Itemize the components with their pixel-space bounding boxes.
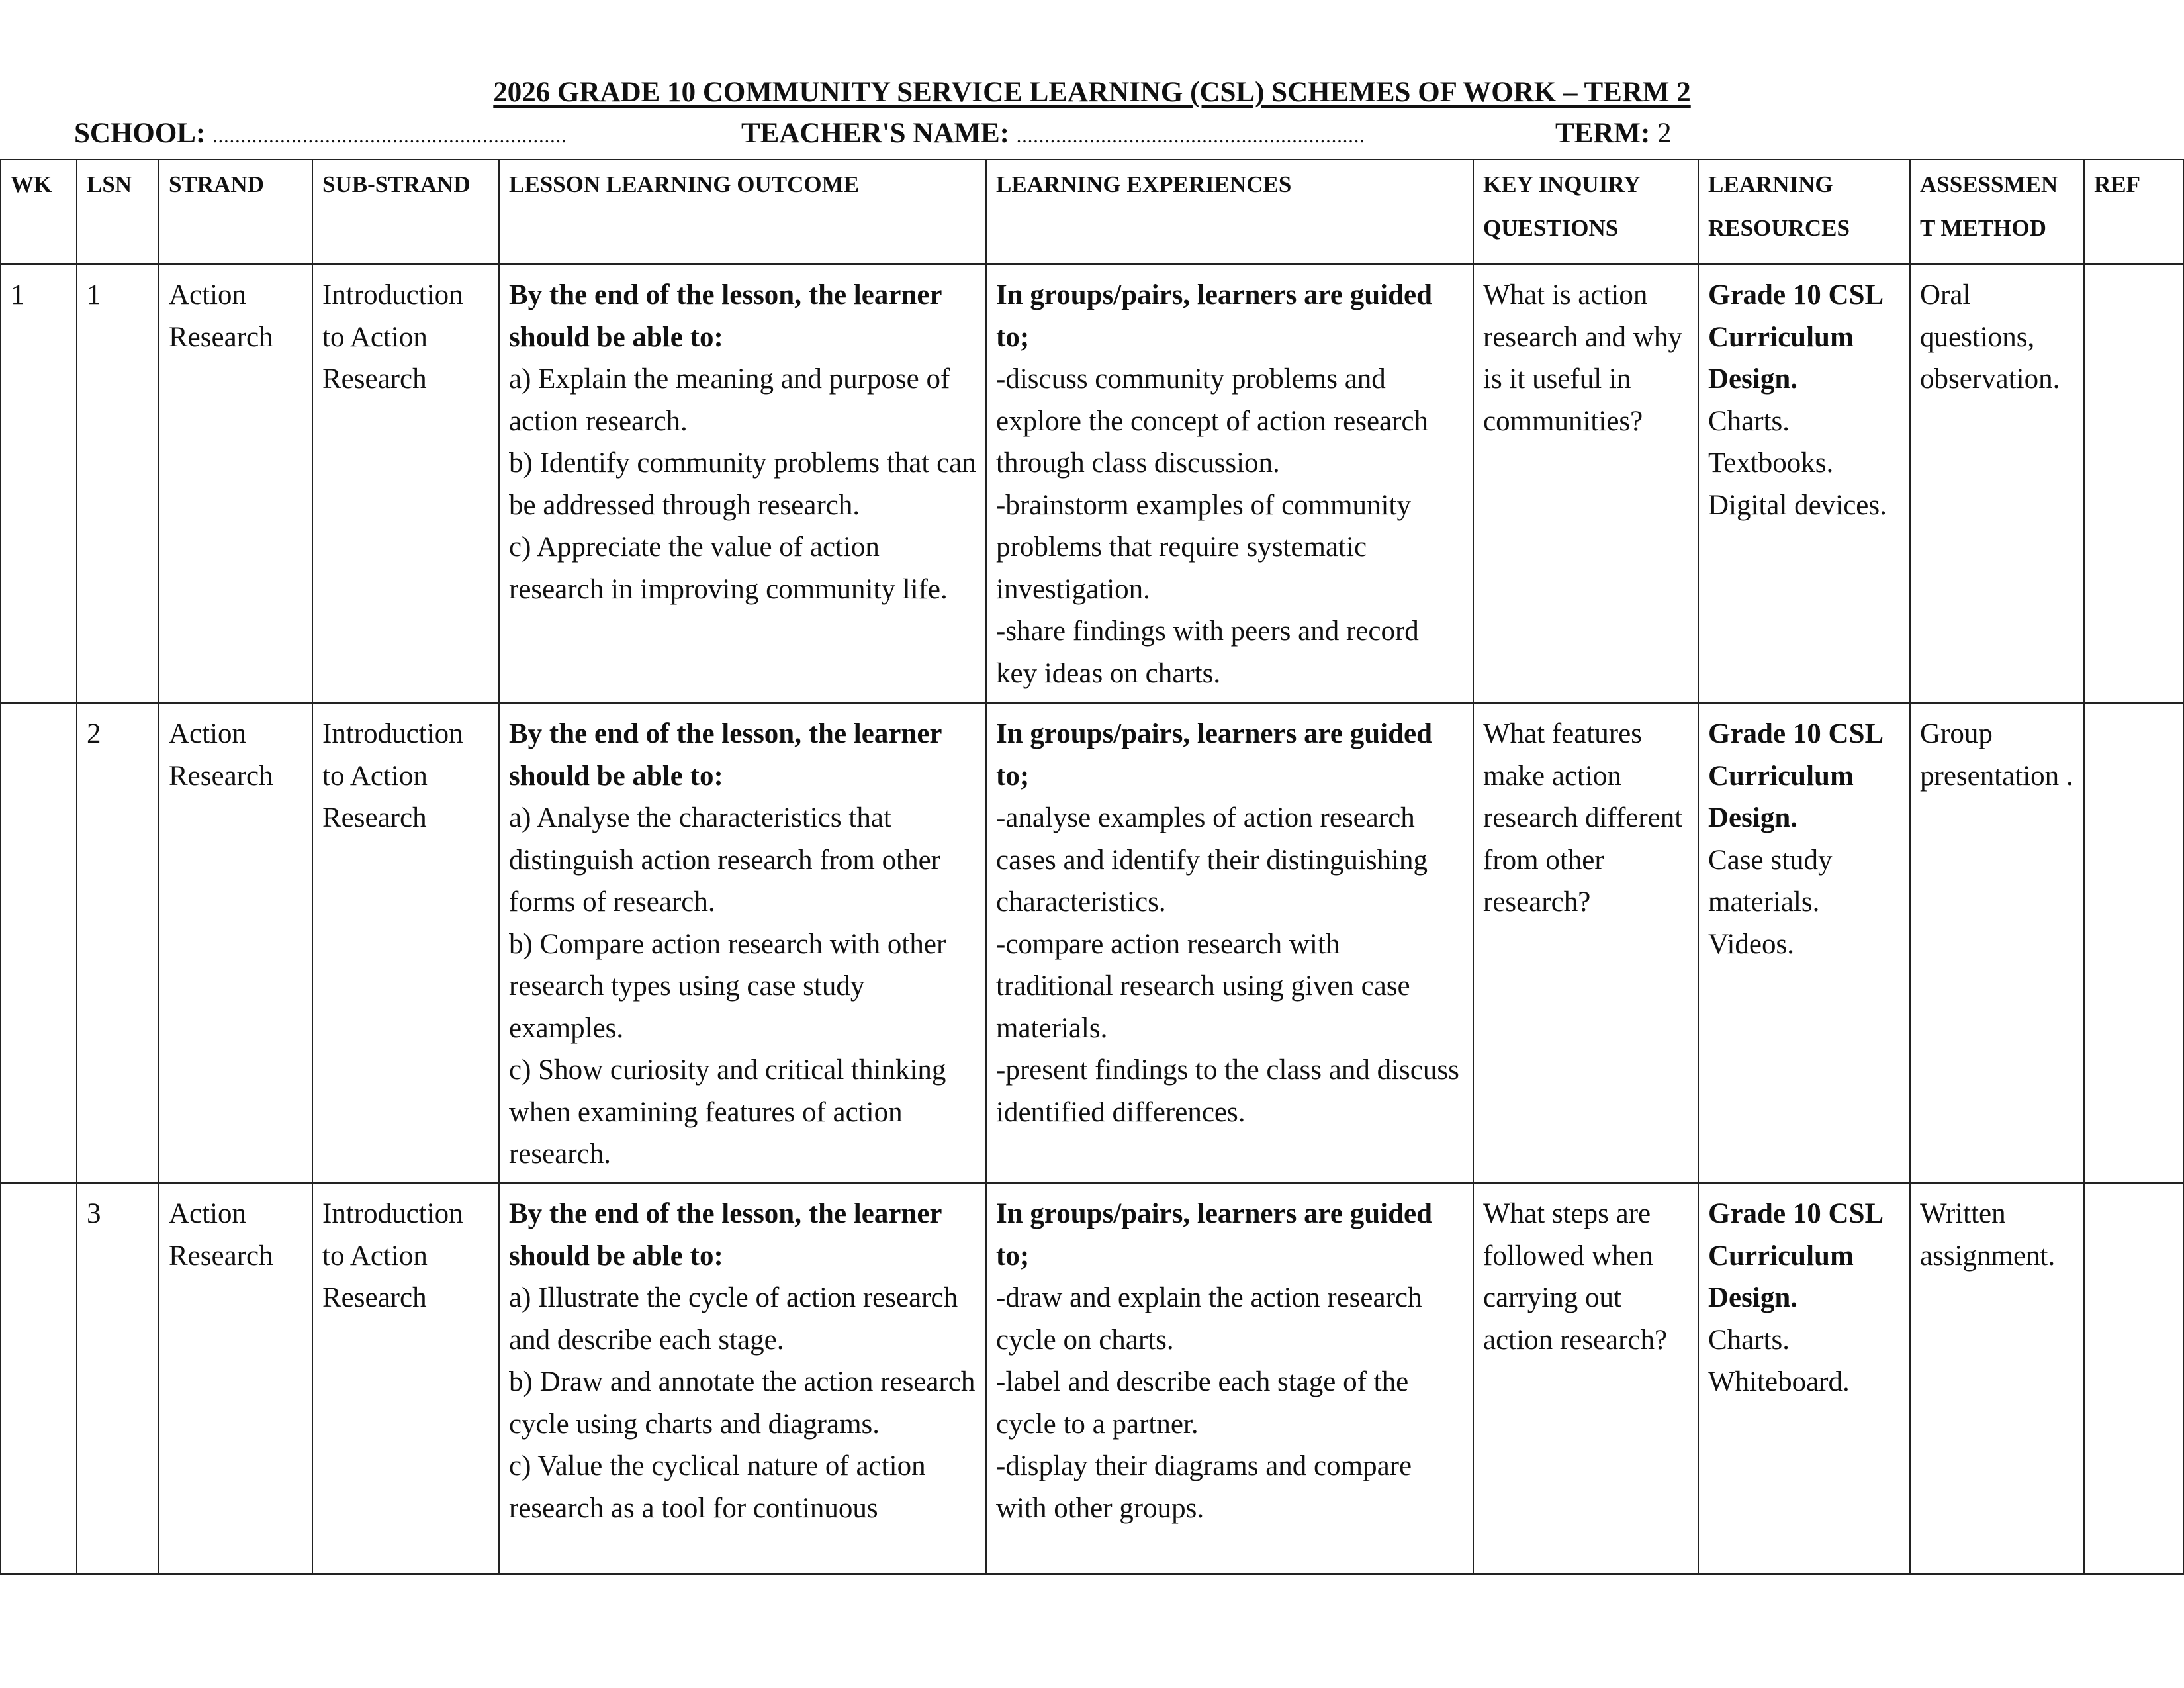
cell-experiences (986, 1183, 1473, 1574)
experience-point: -brainstorm examples of community problems that require systematic investigation. (996, 489, 1411, 605)
school-field (74, 115, 567, 155)
cell-strand: Action Research (159, 703, 312, 1183)
cell-assessment: Group presentation . (1910, 703, 2084, 1183)
outcome-intro: By the end of the lesson, the learner should be able to: (509, 1198, 942, 1272)
resource-item: Case study materials. (1708, 844, 1833, 917)
cell-experiences (986, 703, 1473, 1183)
table-header-row (1, 160, 2183, 264)
outcome-point: c) Show curiosity and critical thinking when examining features of action research. (509, 1055, 946, 1170)
col-header-resources-line2: RESOURCES (1708, 215, 1850, 241)
experiences-intro: In groups/pairs, learners are guided to; (996, 718, 1433, 792)
cell-wk: 1 (1, 264, 77, 703)
cell-outcome (499, 703, 986, 1183)
cell-strand: Action Research (159, 264, 312, 703)
term-value: 2 (1657, 118, 1672, 149)
col-header-strand: STRAND (159, 160, 312, 264)
table-row (1, 264, 2183, 703)
cell-outcome (499, 264, 986, 703)
outcome-point: c) Appreciate the value of action research in improving community life. (509, 532, 948, 605)
school-label: SCHOOL: (74, 118, 206, 149)
cell-outcome (499, 1183, 986, 1574)
col-header-questions (1473, 160, 1698, 264)
experiences-intro: In groups/pairs, learners are guided to; (996, 1198, 1433, 1272)
document-title: 2026 GRADE 10 COMMUNITY SERVICE LEARNING (CSL) SCHEMES OF WORK – TERM 2 (493, 77, 1691, 108)
cell-lsn: 1 (77, 264, 159, 703)
cell-resources (1698, 1183, 1910, 1574)
outcome-point: a) Analyse the characteristics that distinguish action research from other forms of research. (509, 802, 940, 917)
resource-item: Digital devices. (1708, 489, 1887, 521)
term-label: TERM: (1555, 118, 1651, 149)
cell-ref (2084, 1183, 2183, 1574)
experience-point: -present findings to the class and discuss identified differences. (996, 1055, 1459, 1128)
resources-main: Grade 10 CSL Curriculum Design. (1708, 279, 1882, 395)
resource-item: Charts. (1708, 1324, 1790, 1356)
outcome-point: b) Compare action research with other research types using case study examples. (509, 928, 946, 1044)
experience-point: -label and describe each stage of the cycle to a partner. (996, 1366, 1409, 1440)
cell-sub-strand: Introduction to Action Research (312, 1183, 499, 1574)
cell-wk (1, 1183, 77, 1574)
scheme-table (0, 159, 2184, 1575)
cell-resources (1698, 703, 1910, 1183)
experience-point: -discuss community problems and explore the concept of action research through class discussion. (996, 363, 1429, 479)
col-header-outcome: LESSON LEARNING OUTCOME (499, 160, 986, 264)
col-header-resources (1698, 160, 1910, 264)
col-header-questions-line2: QUESTIONS (1483, 215, 1619, 241)
cell-key-question: What is action research and why is it useful in communities? (1473, 264, 1698, 703)
resource-item: Charts. (1708, 405, 1790, 437)
document-header-fields (0, 115, 2184, 155)
outcome-point: a) Explain the meaning and purpose of action research. (509, 363, 950, 437)
col-header-lsn: LSN (77, 160, 159, 264)
col-header-questions-line1: KEY INQUIRY (1483, 171, 1641, 197)
col-header-ref: REF (2084, 160, 2183, 264)
table-row (1, 1183, 2183, 1574)
teacher-blank: .............................................................. (1016, 125, 1365, 147)
cell-experiences (986, 264, 1473, 703)
experiences-intro: In groups/pairs, learners are guided to; (996, 279, 1433, 353)
experience-point: -display their diagrams and compare with other groups. (996, 1450, 1412, 1524)
experience-point: -draw and explain the action research cycle on charts. (996, 1282, 1422, 1356)
resource-item: Videos. (1708, 928, 1794, 960)
col-header-assessment (1910, 160, 2084, 264)
experience-point: -share findings with peers and record key ideas on charts. (996, 616, 1419, 689)
col-header-sub-strand: SUB-STRAND (312, 160, 499, 264)
experience-point: -compare action research with traditional research using given case materials. (996, 928, 1410, 1044)
school-blank: ............................................................... (212, 125, 567, 147)
col-header-experiences: LEARNING EXPERIENCES (986, 160, 1473, 264)
resource-item: Whiteboard. (1708, 1366, 1850, 1397)
col-header-assessment-line1: ASSESSMEN (1920, 171, 2058, 197)
col-header-resources-line1: LEARNING (1708, 171, 1833, 197)
resources-main: Grade 10 CSL Curriculum Design. (1708, 1198, 1882, 1313)
outcome-intro: By the end of the lesson, the learner should be able to: (509, 279, 942, 353)
cell-assessment: Oral questions, observation. (1910, 264, 2084, 703)
cell-ref (2084, 703, 2183, 1183)
cell-resources (1698, 264, 1910, 703)
resources-main: Grade 10 CSL Curriculum Design. (1708, 718, 1882, 833)
resource-item: Textbooks. (1708, 447, 1834, 479)
outcome-point: b) Draw and annotate the action research cycle using charts and diagrams. (509, 1366, 976, 1440)
teacher-field (741, 115, 1365, 155)
col-header-assessment-line2: T METHOD (1920, 215, 2046, 241)
cell-assessment: Written assignment. (1910, 1183, 2084, 1574)
experience-point: -analyse examples of action research cases and identify their distinguishing characteristics. (996, 802, 1428, 917)
cell-lsn: 2 (77, 703, 159, 1183)
outcome-point: b) Identify community problems that can be addressed through research. (509, 447, 976, 521)
cell-key-question: What features make action research different from other research? (1473, 703, 1698, 1183)
cell-ref (2084, 264, 2183, 703)
table-row (1, 703, 2183, 1183)
cell-key-question: What steps are followed when carrying out action research? (1473, 1183, 1698, 1574)
outcome-intro: By the end of the lesson, the learner should be able to: (509, 718, 942, 792)
cell-sub-strand: Introduction to Action Research (312, 264, 499, 703)
term-field (1555, 115, 1672, 152)
cell-lsn: 3 (77, 1183, 159, 1574)
teacher-label: TEACHER'S NAME: (741, 118, 1009, 149)
outcome-point: a) Illustrate the cycle of action research and describe each stage. (509, 1282, 958, 1356)
cell-strand: Action Research (159, 1183, 312, 1574)
outcome-point: c) Value the cyclical nature of action research as a tool for continuous (509, 1450, 926, 1524)
cell-wk (1, 703, 77, 1183)
col-header-wk: WK (1, 160, 77, 264)
cell-sub-strand: Introduction to Action Research (312, 703, 499, 1183)
